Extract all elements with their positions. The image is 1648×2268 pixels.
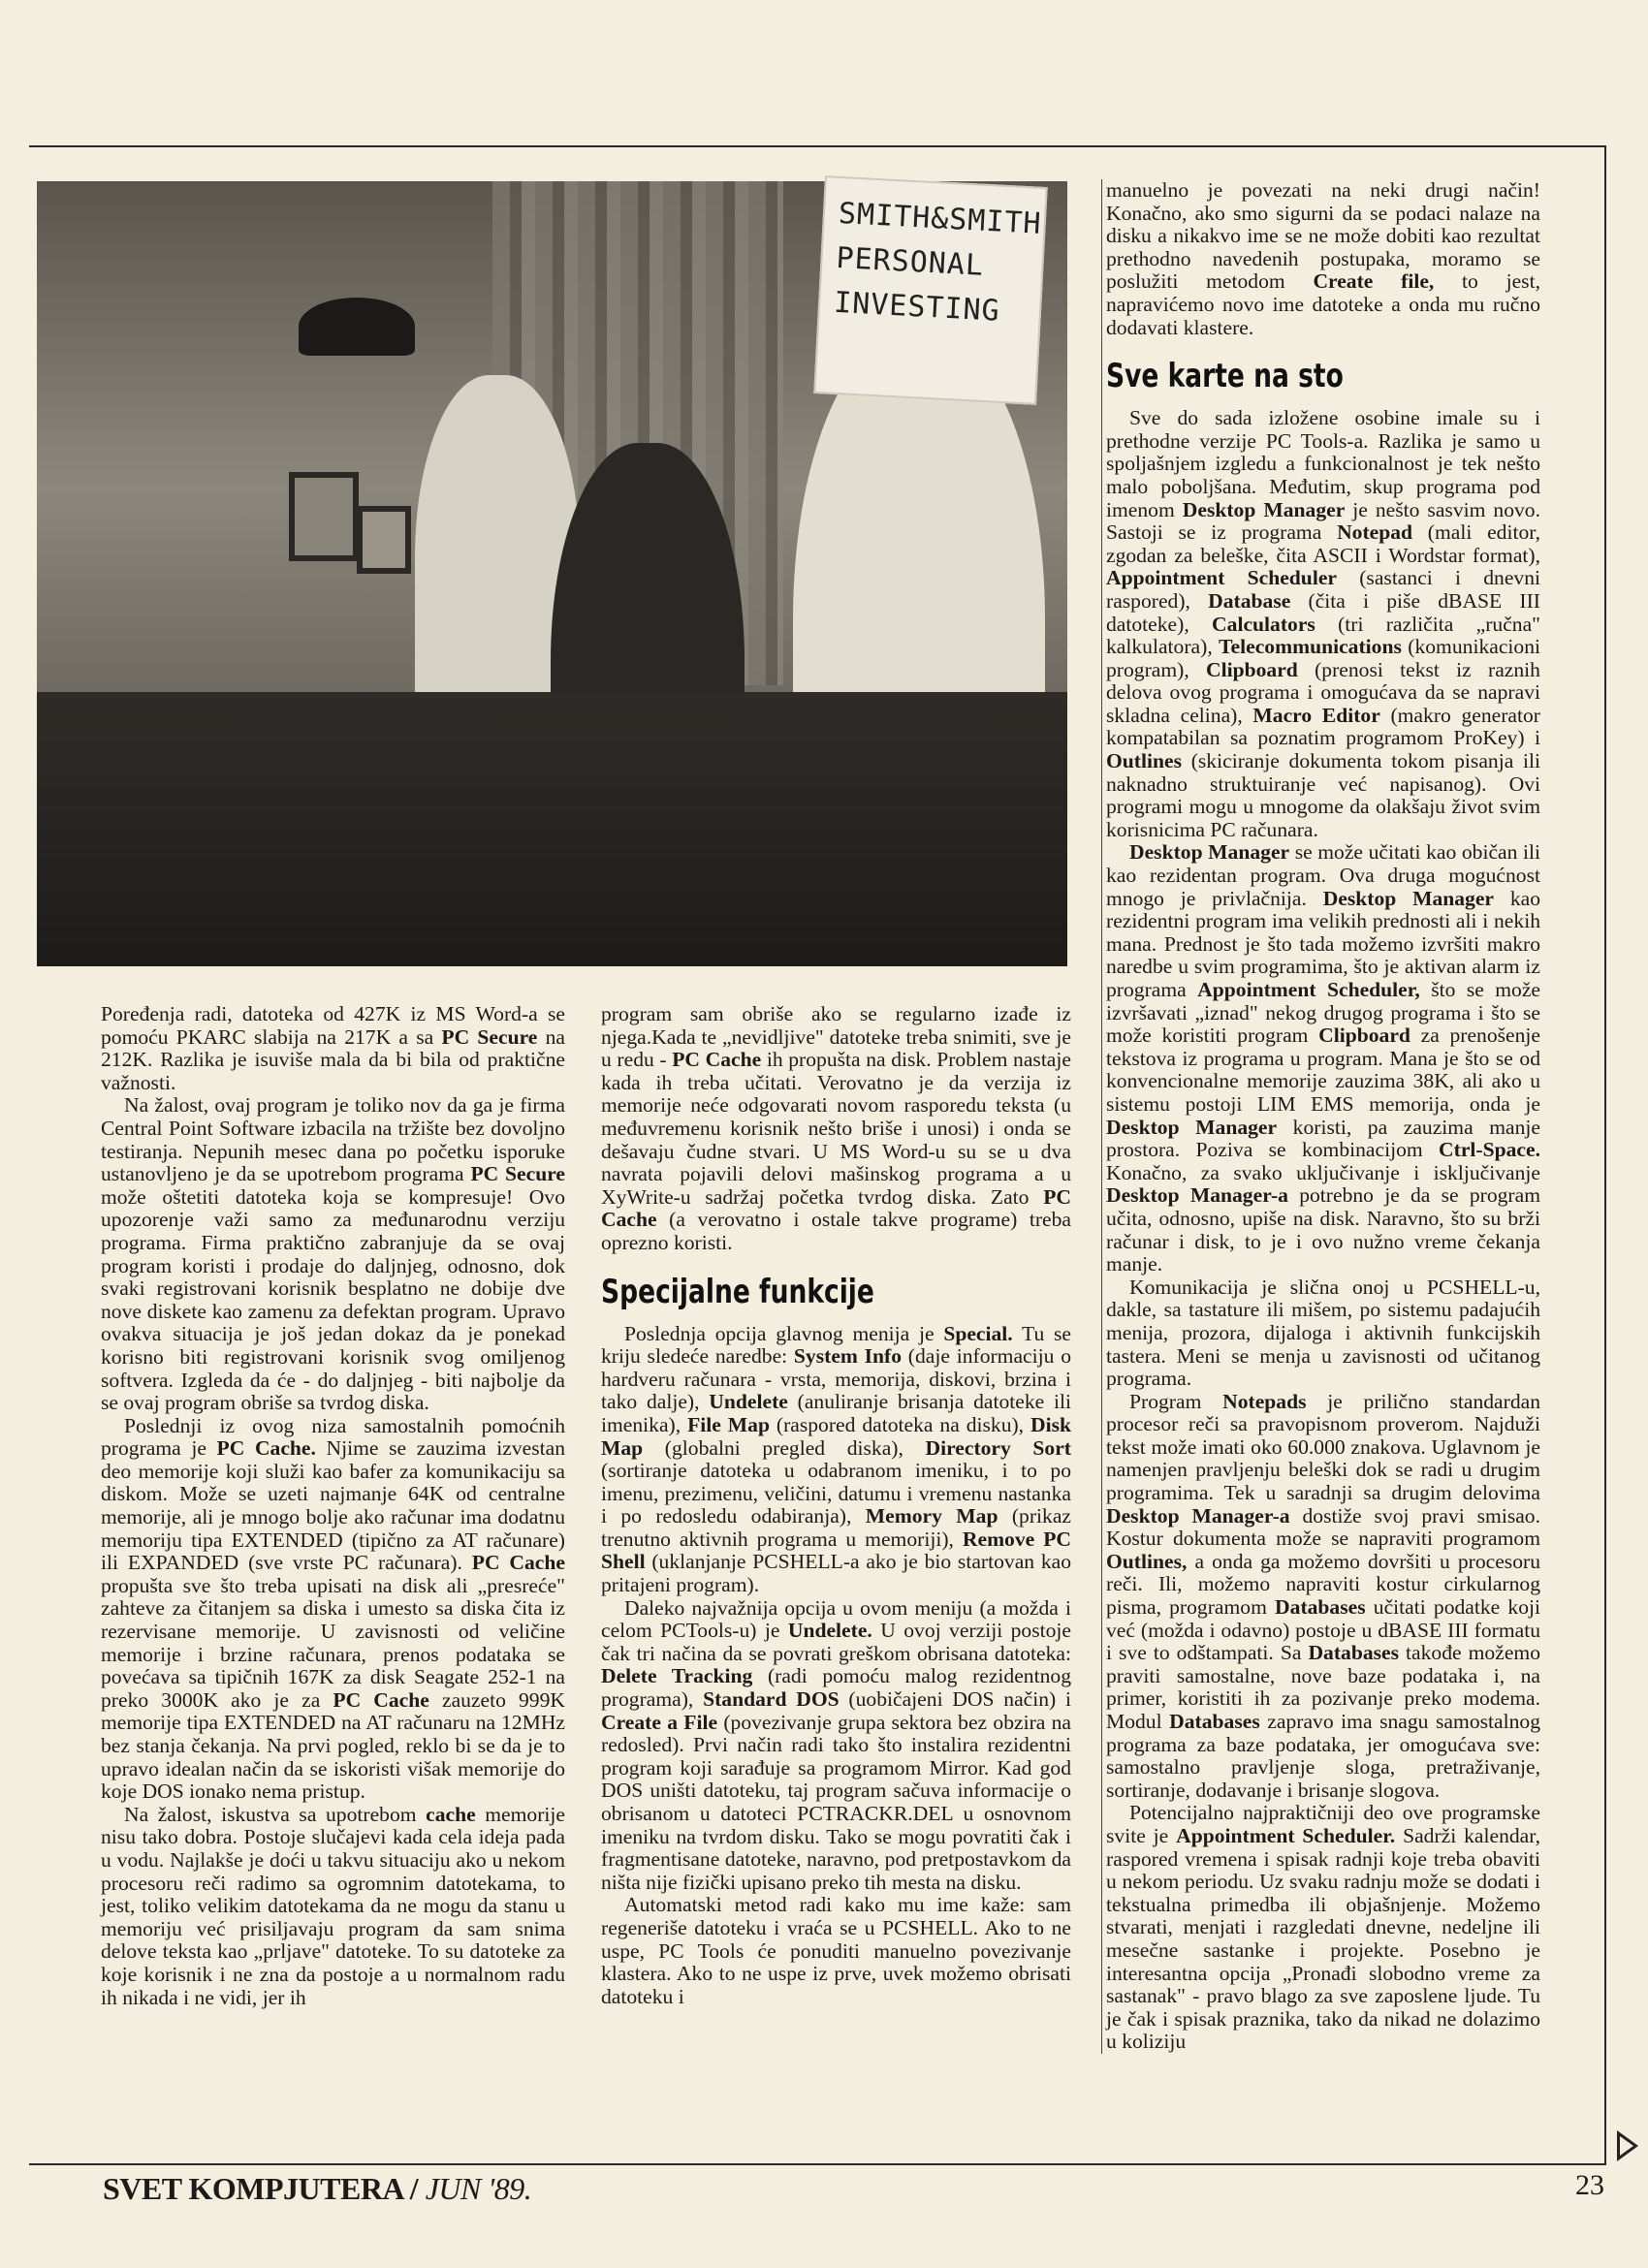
paragraph: Desktop Manager se može učitati kao običan ili kao rezidentan program. Ova druga mogućnost mnogo je privlačnija. Desktop Manager kao rezidentni program ima velikih prednosti ali i nekih mana. Prednost je što tada možemo izvršiti makro naredbe u svim programima, što je aktivan alarm iz programa Appointment Scheduler, što se može izvršavati „iznad" nekog drugog programa i što se može koristiti program Clipboard za prenošenje tekstova iz programa u program. Mana je što se od konvencionalne memorije zauzima 38K, ali ako u sistemu postoji LIM EMS memorija, onda je Desktop Manager koristi, pa zauzima manje prostora. Poziva se kombinacijom Ctrl-Space. Konačno, za svako uključivanje i isključivanje Desktop Manager-a potrebno je da se program učita, odnosno, upiše na disk. Naravno, što su brži računar i disk, to je i ovo nužno vreme čekanja manje. bbox=[1106, 840, 1541, 1276]
bold-term: File Map bbox=[687, 1412, 770, 1436]
column-1 bbox=[101, 1003, 565, 2009]
bold-term: Notepad bbox=[1337, 520, 1413, 545]
bold-term: Databases bbox=[1275, 1595, 1366, 1620]
magazine-name: SVET KOMPJUTERA / bbox=[103, 2171, 419, 2206]
continue-arrow-icon bbox=[1617, 2130, 1638, 2161]
bold-term: PC Cache bbox=[333, 1687, 429, 1712]
bold-term: Appointment Scheduler bbox=[1106, 566, 1337, 590]
bold-term: Appointment Scheduler, bbox=[1197, 978, 1420, 1001]
photo-desk bbox=[37, 692, 1067, 967]
bold-term: Create a File bbox=[601, 1710, 718, 1734]
bold-term: PC Secure bbox=[441, 1024, 538, 1049]
photo-wall-frame bbox=[289, 472, 359, 561]
bold-term: Outlines bbox=[1106, 749, 1182, 773]
paragraph: manuelno je povezati na neki drugi način! Konačno, ako smo sigurni da se podaci nalaze na disku a nikakvo ime se ne može dobiti kao rezultat prethodno navedenih postupaka, moramo se poslužiti metodom Create file, to jest, napravićemo novo ime datoteke a onda mu ručno dodavati klastere. bbox=[1106, 178, 1540, 339]
bold-term: Appointment Scheduler. bbox=[1176, 1823, 1396, 1847]
section-heading: Specijalne funkcije bbox=[601, 1272, 874, 1311]
page-number: 23 bbox=[1575, 2169, 1604, 2201]
paragraph: program sam obriše ako se regularno izađe iz njega.Kada te „nevidljive" datoteke treba snimiti, sve je u redu - PC Cache ih propušta na disk. Problem nastaje kada ih treba učitati. Verovatno je da verzija iz memorije neće odgovarati novom rasporedu teksta (u međuvremenu korisnik nešto briše i unosi) i onda se dešavaju čudne stvari. U MS Word-u su se u dva navrata pojavili delovi mašinskog programa a u XyWrite-u sadržaj početka tvrdog diska. Zato PC Cache (a verovatno i ostale takve programe) treba oprezno koristi. bbox=[601, 1002, 1071, 1254]
bold-term: PC Cache bbox=[672, 1048, 762, 1072]
bold-term: Directory Sort bbox=[925, 1435, 1071, 1460]
paragraph: Komunikacija je slična onoj u PCSHELL-u, dakle, sa tastature ili mišem, po sistemu padajućih menija, prozora, dijaloga i aktivnih funkcijskih tastera. Meni se menja u zavisnosti od učitanog programa. bbox=[1106, 1275, 1540, 1391]
photo-lamp bbox=[299, 298, 415, 356]
paragraph: Automatski metod radi kako mu ime kaže: sam regeneriše datoteku i vraća se u PCSHELL. Ako to ne uspe, PC Tools će ponuditi manuelno povezivanje klastera. Ako to ne uspe iz prve, uvek možemo obrisati datoteku i bbox=[601, 1893, 1071, 2008]
bold-term: Telecommunications bbox=[1219, 635, 1402, 659]
paragraph: Na žalost, ovaj program je toliko nov da ga je firma Central Point Software izbacila na tržište bez dovoljno testiranja. Nepunih mesec dana po početku isporuke ustanovljeno je da se upotrebom programa PC Secure može oštetiti datoteka koja se kompresuje! Ovo upozorenje važi samo za međunarodnu verziju programa. Firma praktično zabranjuje da se ovaj program koristi i prodaje do daljnjeg, odnosno, dok svaki registrovani korisnik besplatno ne dobije dve nove diskete kao zamenu za defektan program. Upravo ovakva situacija je još jedan dokaz da je ponekad korisno biti registrovani korisnik svog omiljenog softvera. Izgleda da će - do daljnjeg - biti najbolje da se ovaj program obriše sa tvrdog diska. bbox=[101, 1093, 565, 1415]
bold-term: Desktop Manager-a bbox=[1106, 1503, 1290, 1528]
column-3 bbox=[1101, 179, 1540, 2054]
bold-term: Desktop Manager bbox=[1106, 1115, 1278, 1139]
paragraph: Sve do sada izložene osobine imale su i prethodne verzije PC Tools-a. Razlika je samo u spoljašnjem izgledu a funkcionalnost je tek nešto malo poboljšana. Međutim, skup programa pod imenom Desktop Manager je nešto sasvim novo. Sastoji se iz programa Notepad (mali editor, zgodan za beleške, čita ASCII i Wordstar format), Appointment Scheduler (sastanci i dnevni raspored), Database (čita i piše dBASE III datoteke), Calculators (tri različita „ručna" kalkulatora), Telecommunications (komunikacioni program), Clipboard (prenosi tekst iz raznih delova ovog programa i omogućava da se napravi skladna celina), Macro Editor (makro generator kompatabilan sa poznatim programom ProKey) i Outlines (skiciranje dokumenta tokom pisanja ili naknadno struktuiranje već napisanog). Ovi programi mogu u mnogome da olakšaju život svim korisnicima PC računara. bbox=[1106, 406, 1541, 841]
bold-term: Database bbox=[1208, 588, 1291, 613]
paragraph: Poređenja radi, datoteka od 427K iz MS Word-a se pomoću PKARC slabija na 217K a sa PC Secure na 212K. Razlika je isuviše mala da bi bila od praktične važnosti. bbox=[101, 1002, 566, 1094]
magazine-footer bbox=[103, 2171, 531, 2207]
bold-term: Create file, bbox=[1313, 269, 1435, 294]
bold-term: Ctrl-Space. bbox=[1439, 1138, 1540, 1162]
bold-term: Remove PC Shell bbox=[601, 1527, 1071, 1574]
bold-term: cache bbox=[426, 1802, 476, 1826]
bold-term: Calculators bbox=[1212, 612, 1315, 636]
bold-term: Memory Map bbox=[865, 1504, 998, 1528]
bold-term: Desktop Manager bbox=[1322, 886, 1495, 910]
bold-term: PC Cache. bbox=[216, 1436, 316, 1461]
paragraph: Poslednji iz ovog niza samostalnih pomoćnih programa je PC Cache. Njime se zauzima izvestan deo memorije koji služi kao bafer za komunikaciju sa diskom. Može se uzeti najmanje 64K od centralne memorije, ali je mnogo bolje ako računar ima dodatnu memoriju tipa EXTENDED (tipično za AT računare) ili EXPANDED (sve vrste PC računara). PC Cache propušta sve što treba upisati na disk ali „presreće" zahteve za čitanjem sa diska i umesto sa diska čita iz rezervisane memorije. U zavisnosti od veličine memorije i brzine računara, prenos podataka se povećava sa tipičnih 167K za disk Seagate 252-1 na preko 3000K ako je za PC Cache zauzeto 999K memorije tipa EXTENDED na AT računaru na 12MHz bez stanja čekanja. Na prvi pogled, reklo bi se da je to upravo idealan način da se iskoristi višak memorije do koje DOS ionako nema pristup. bbox=[101, 1413, 566, 1804]
bold-term: Databases bbox=[1169, 1710, 1260, 1733]
bold-term: Desktop Manager-a bbox=[1106, 1183, 1288, 1208]
paragraph: Na žalost, iskustva sa upotrebom cache memorije nisu tako dobra. Postoje slučajevi kada cela ideja pada u vodu. Najlakše je doći u takvu situaciju ako u nekom procesoru reči radimo sa ogromnim datotekama, to jest, toliko velikim datotekama da ne mogu da stanu u memoriju već prisiljavaju program da sam snima delove teksta kao „prljave" datoteke. To su datoteke za koje korisnik i ne zna da postoje a u normalnom radu ih nikada i ne vidi, jer ih bbox=[101, 1802, 565, 2009]
paragraph: Poslednja opcija glavnog menija je Special. Tu se kriju sledeće naredbe: System Info (daje informaciju o hardveru računara - vrsta, memorija, diskovi, brzina i tako dalje), Undelete (anuliranje brisanja datoteke ili imenika), File Map (raspored datoteka na disku), Disk Map (globalni pregled diska), Directory Sort (sortiranje datoteka u odabranom imeniku, i to po imenu, prezimenu, veličini, datumu i vremenu nastanka i po redosledu odabiranja), Memory Map (prikaz trenutno aktivnih programa u memoriji), Remove PC Shell (uklanjanje PCSHELL-a ako je bio startovan kao pritajeni program). bbox=[601, 1321, 1072, 1597]
bold-term: Delete Tracking bbox=[601, 1664, 753, 1688]
paragraph: Daleko najvažnija opcija u ovom meniju (a možda i celom PCTools-u) je Undelete. U ovoj verziji postoje čak tri načina da se povrati greškom obrisana datoteka: Delete Tracking (radi pomoću malog rezidentnog programa), Standard DOS (uobičajeni DOS način) i Create a File (povezivanje grupa sektora bez obzira na redosled). Prvi način radi tako što instalira rezidentni program koji sarađuje sa programom Mirror. Kad god DOS uništi datoteku, taj program sačuva informacije o obrisanom u datoteci PCTRACKR.DEL u osnovnom imeniku na tvrdom disku. Tako se mogu povratiti čak i fragmentisane datoteke, naravno, pod pretpostavkom da ništa nije fizički upisano preko tih mesta na disku. bbox=[601, 1595, 1072, 1894]
bold-term: Desktop Manager bbox=[1129, 840, 1290, 865]
bold-term: PC Cache bbox=[601, 1184, 1071, 1232]
bold-term: Macro Editor bbox=[1252, 703, 1380, 727]
bold-term: Databases bbox=[1308, 1641, 1400, 1665]
photo-wall-frame bbox=[357, 506, 411, 574]
bold-term: Undelete. bbox=[787, 1619, 872, 1643]
bold-term: Undelete bbox=[709, 1390, 788, 1414]
bold-term: System Info bbox=[793, 1344, 903, 1369]
bold-term: Special. bbox=[943, 1321, 1013, 1345]
bold-term: Standard DOS bbox=[703, 1687, 840, 1712]
column-2 bbox=[601, 1003, 1071, 2008]
bold-term: Notepads bbox=[1222, 1389, 1307, 1413]
bold-term: Desktop Manager bbox=[1182, 497, 1346, 521]
paragraph: Program Notepads je prilično standardan procesor reči sa pravopisnom proverom. Najduži tekst može imati oko 60.000 znakova. Uglavnom je namenjen pravljenju beleški dok se radi u drugim programima. Tek u saradnji sa drugim delovima Desktop Manager-a dostiže svoj pravi smisao. Kostur dokumenta može se napraviti programom Outlines, a onda ga možemo dovršiti u procesoru reči. Ili, možemo napraviti kostur cirkularnog pisma, programom Databases učitati podatke koji već (možda i odavno) postoje u dBASE III formatu i sve to odštampati. Sa Databases takođe možemo praviti samostalne, nove baze podataka i, na primer, koristiti ih za pozivanje preko modema. Modul Databases zapravo ima snagu samostalnog programa za baze podataka, jer omogućava sve: samostalno pravljenje sloga, pretraživanje, sortiranje, dodavanje i brisanje slogova. bbox=[1106, 1389, 1541, 1802]
bold-term: Outlines, bbox=[1106, 1549, 1188, 1573]
bold-term: Disk Map bbox=[601, 1412, 1072, 1460]
photo-sign: SMITH&SMITH PERSONAL INVESTING bbox=[813, 175, 1047, 405]
bold-term: PC Secure bbox=[470, 1162, 565, 1186]
bold-term: Clipboard bbox=[1206, 657, 1298, 681]
bold-term: PC Cache bbox=[471, 1551, 565, 1575]
section-heading: Sve karte na sto bbox=[1106, 357, 1344, 396]
issue-date: JUN '89. bbox=[418, 2171, 532, 2206]
bold-term: Clipboard bbox=[1318, 1024, 1410, 1048]
paragraph: Potencijalno najpraktičniji deo ove programske svite je Appointment Scheduler. Sadrži kalendar, raspored vremena i spisak radnji koje treba obaviti u nekom periodu. Uz svaku radnju može se dodati i tekstualna primedba ili objašnjenje. Možemo stvarati, menjati i razgledati dnevne, nedeljne ili mesečne sastanke i projekte. Posebno je interesantna opcija „Pronađi slobodno vreme za sastanak" - pravo blago za sve zaposlene ljude. Tu je čak i spisak praznika, tako da nikad ne dolazimo u koliziju bbox=[1106, 1801, 1540, 2054]
